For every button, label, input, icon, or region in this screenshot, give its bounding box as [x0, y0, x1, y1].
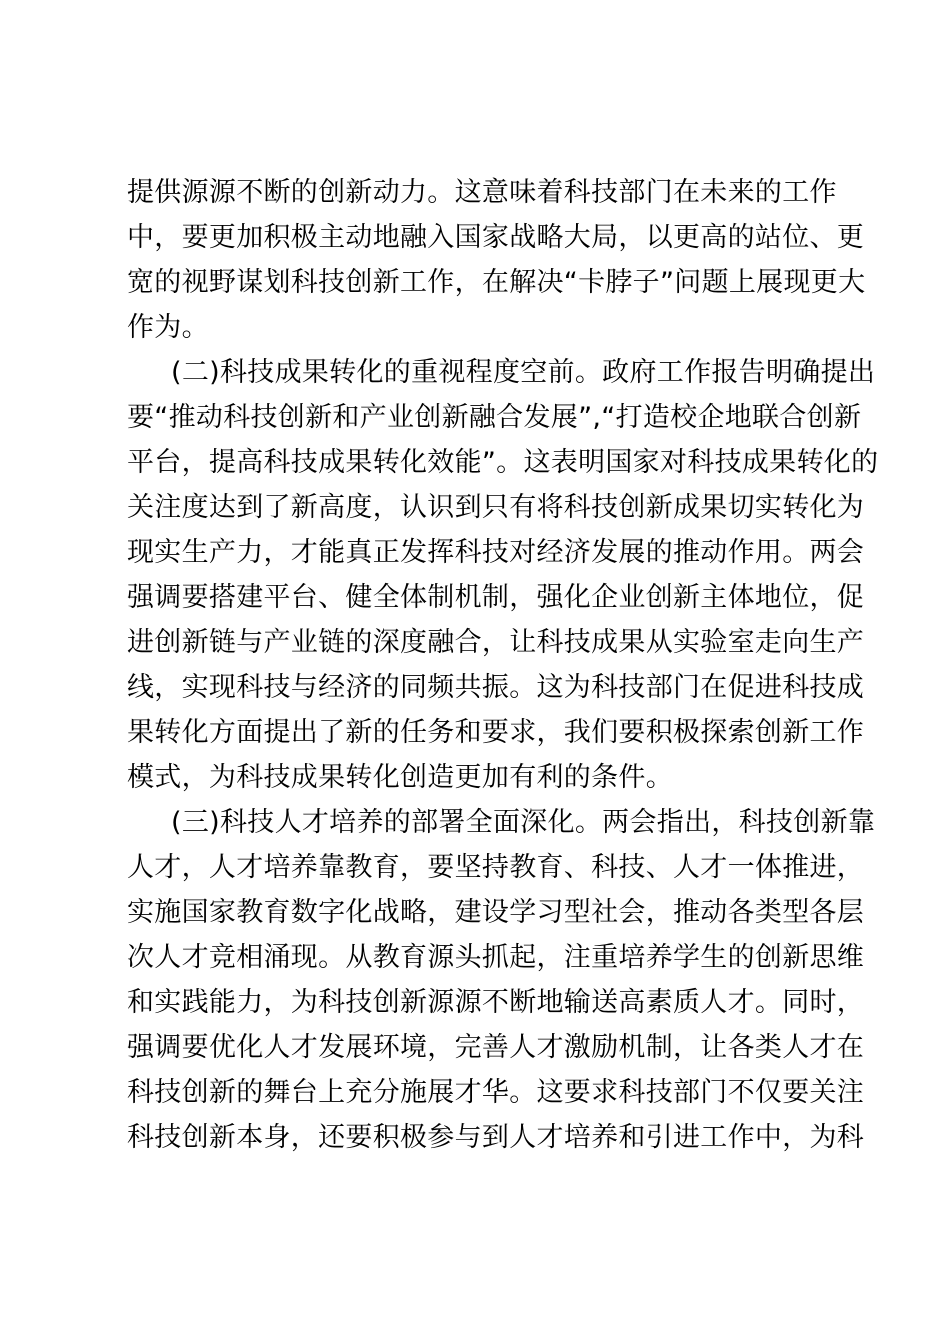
text-line: 现实生产力，才能真正发挥科技对经济发展的推动作用。两会 — [127, 537, 865, 568]
text-line: 平台，提高科技成果转化效能”。这表明国家对科技成果转化的 — [127, 447, 879, 478]
text-line: 关注度达到了新高度，认识到只有将科技创新成果切实转化为 — [127, 492, 865, 523]
text-line: 进创新链与产业链的深度融合，让科技成果从实验室走向生产 — [127, 627, 865, 658]
text-line: 模式，为科技成果转化创造更加有利的条件。 — [127, 762, 673, 793]
text-line: 次人才竞相涌现。从教育源头抓起，注重培养学生的创新思维 — [127, 942, 865, 973]
text-line: 人才，人才培养靠教育，要坚持教育、科技、人才一体推进， — [127, 852, 865, 883]
text-line: 作为。 — [127, 312, 209, 343]
text-line: 科技创新本身，还要积极参与到人才培养和引进工作中，为科 — [127, 1122, 865, 1153]
text-line: 强调要优化人才发展环境，完善人才激励机制，让各类人才在 — [127, 1032, 865, 1063]
text-line: 科技创新的舞台上充分施展才华。这要求科技部门不仅要关注 — [127, 1077, 865, 1108]
text-line: 中，要更加积极主动地融入国家战略大局，以更高的站位、更 — [127, 222, 865, 253]
text-line: 实施国家教育数字化战略，建设学习型社会，推动各类型各层 — [127, 897, 865, 928]
paragraph-start-line: (二)科技成果转化的重视程度空前。政府工作报告明确提出 — [171, 357, 876, 388]
body-text — [127, 170, 879, 1160]
text-line: 宽的视野谋划科技创新工作，在解决“卡脖子”问题上展现更大 — [127, 267, 866, 298]
text-line: 线，实现科技与经济的同频共振。这为科技部门在促进科技成 — [127, 672, 865, 703]
text-line: 和实践能力，为科技创新源源不断地输送高素质人才。同时， — [127, 987, 865, 1018]
text-line: 提供源源不断的创新动力。这意味着科技部门在未来的工作 — [127, 177, 837, 208]
text-line: 要“推动科技创新和产业创新融合发展”,“打造校企地联合创新 — [127, 402, 862, 433]
text-line: 强调要搭建平台、健全体制机制，强化企业创新主体地位，促 — [127, 582, 865, 613]
paragraph-start-line: (三)科技人才培养的部署全面深化。两会指出，科技创新靠 — [171, 807, 876, 838]
text-line: 果转化方面提出了新的任务和要求，我们要积极探索创新工作 — [127, 717, 865, 748]
